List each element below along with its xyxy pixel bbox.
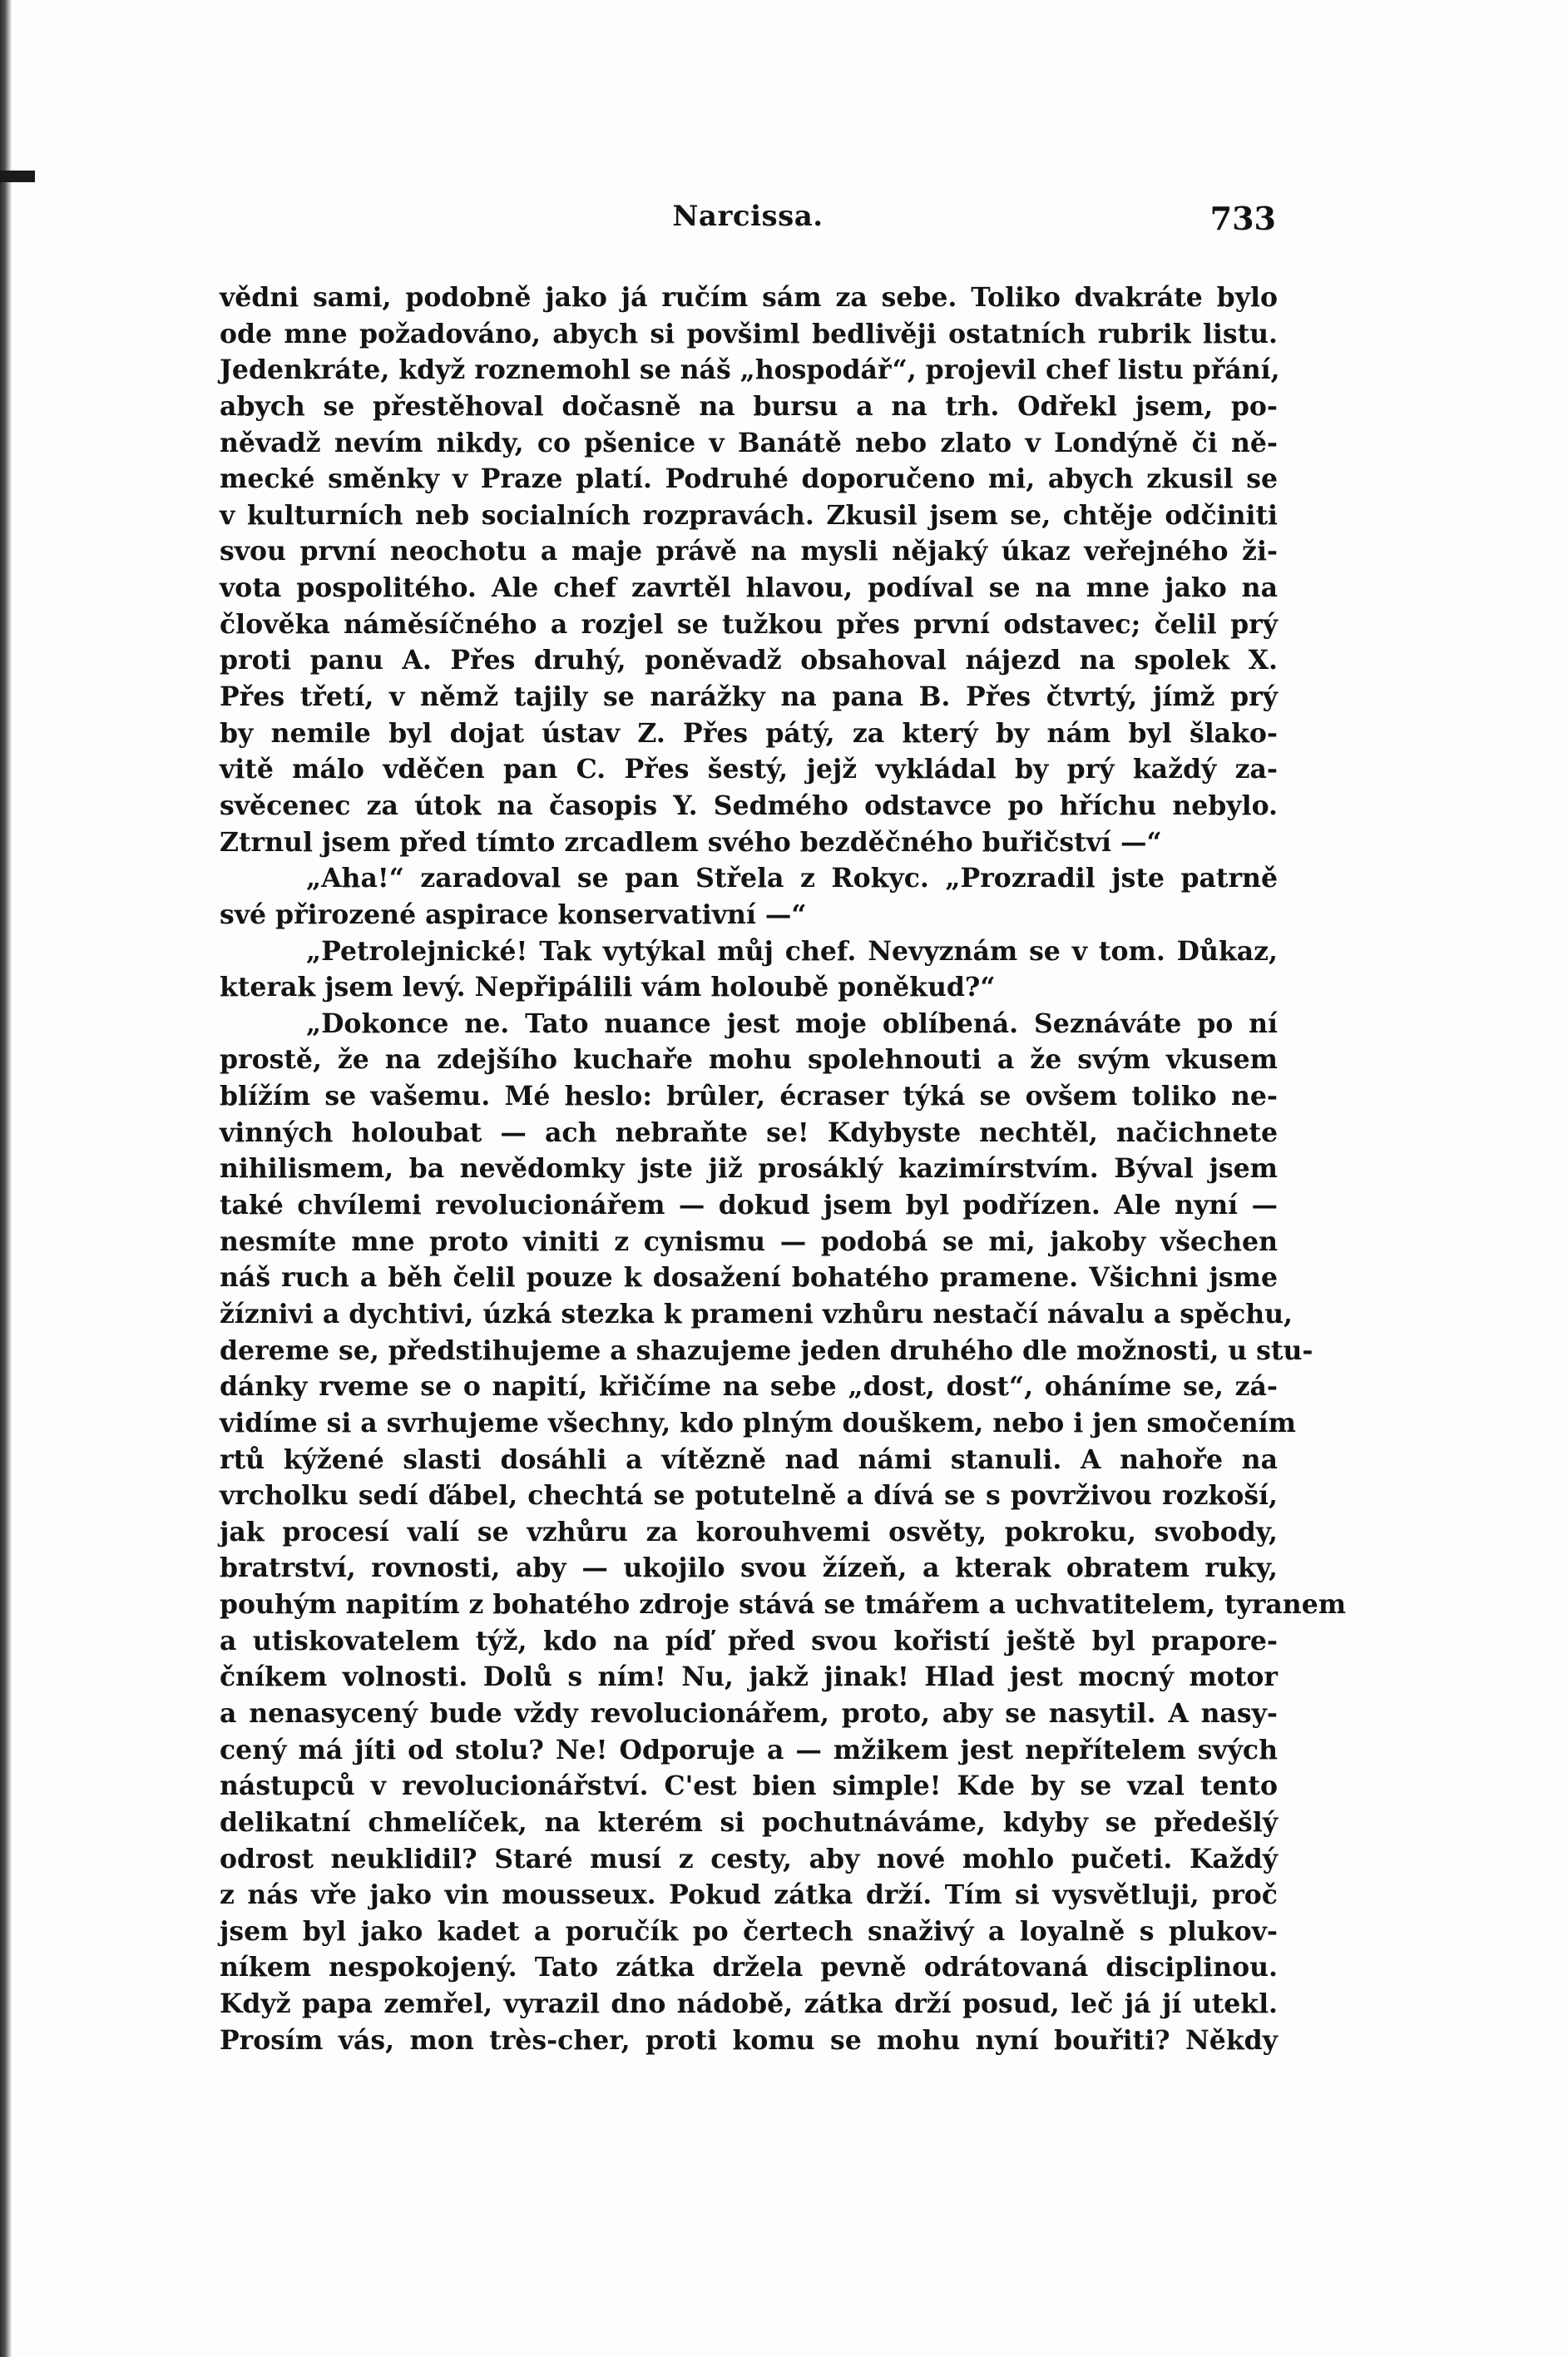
text-line: v kulturních neb socialních rozpravách. Zkusil jsem se, chtěje odčiniti — [220, 499, 1278, 531]
text-line: by nemile byl dojat ústav Z. Přes pátý, za který by nám byl šlako- — [220, 717, 1278, 749]
text-line: nihilismem, ba nevědomky jste již prosáklý kazimírstvím. Býval jsem — [220, 1153, 1278, 1185]
text-line: vidíme si a svrhujeme všechny, kdo plným douškem, nebo i jen smočením — [220, 1407, 1296, 1438]
text-line: čníkem volnosti. Dolů s ním! Nu, jakž jinak! Hlad jest mocný motor — [220, 1661, 1278, 1693]
text-line: kterak jsem levý. Nepřipálili vám holoubě poněkud?“ — [220, 972, 996, 1003]
scan-binding-edge — [0, 0, 12, 2357]
text-line: rtů kýžené slasti dosáhli a vítězně nad námi stanuli. A nahoře na — [220, 1443, 1278, 1475]
text-line: z nás vře jako vin mousseux. Pokud zátka drží. Tím si vysvětluji, proč — [220, 1879, 1278, 1911]
page-number: 733 — [1209, 200, 1276, 237]
text-line: „Aha!“ zaradoval se pan Střela z Rokyc. „Prozradil jste patrně — [306, 863, 1278, 894]
text-line: dánky rveme se o napití, křičíme na sebe „dost, dost“, oháníme se, zá- — [220, 1371, 1278, 1403]
text-line: abych se přestěhoval dočasně na bursu a na trh. Odřekl jsem, po- — [220, 390, 1278, 422]
text-line: člověka náměsíčného a rozjel se tužkou přes první odstavec; čelil prý — [220, 608, 1278, 640]
scan-margin-mark — [0, 171, 35, 182]
text-line: svou první neochotu a maje právě na mysli nějaký úkaz veřejného ži- — [220, 536, 1278, 567]
text-line: cený má jíti od stolu? Ne! Odporuje a — mžikem jest nepřítelem svých — [220, 1734, 1278, 1765]
text-line: vinných holoubat — ach nebraňte se! Kdybyste nechtěl, načichnete — [220, 1117, 1278, 1148]
text-line: pouhým napitím z bohatého zdroje stává se tmářem a uchvatitelem, tyranem — [220, 1589, 1347, 1621]
body-text — [220, 280, 1347, 2058]
text-line: mecké směnky v Praze platí. Podruhé doporučeno mi, abych zkusil se — [220, 463, 1278, 495]
text-line: jak procesí valí se vzhůru za korouhvemi osvěty, pokroku, svobody, — [220, 1516, 1278, 1547]
text-line: Když papa zemřel, vyrazil dno nádobě, zátka drží posud, leč já jí utekl. — [220, 1988, 1278, 2020]
text-line: své přirozené aspirace konservativní —“ — [220, 899, 807, 930]
text-line: Ztrnul jsem před tímto zrcadlem svého bezděčného buřičství —“ — [220, 826, 1162, 858]
text-line: Prosím vás, mon très-cher, proti komu se mohu nyní bouřiti? Někdy — [220, 2024, 1278, 2056]
text-line: blížím se vašemu. Mé heslo: brûler, écraser týká se ovšem toliko ne- — [220, 1081, 1278, 1112]
text-line: proti panu A. Přes druhý, poněvadž obsahoval nájezd na spolek X. — [220, 645, 1278, 676]
text-line: vrcholku sedí ďábel, chechtá se potutelně a dívá se s povrživou rozkoší, — [220, 1480, 1278, 1512]
text-line: žíznivi a dychtivi, úzká stezka k prameni vzhůru nestačí návalu a spěchu, — [220, 1298, 1293, 1330]
text-line: vota pospolitého. Ale chef zavrtěl hlavou, podíval se na mne jako na — [220, 572, 1278, 604]
text-line: dereme se, předstihujeme a shazujeme jeden druhého dle možnosti, u stu- — [220, 1334, 1313, 1366]
text-line: vědni sami, podobně jako já ručím sám za sebe. Toliko dvakráte bylo — [220, 282, 1278, 313]
text-line: něvadž nevím nikdy, co pšenice v Banátě nebo zlato v Londýně či ně- — [220, 427, 1278, 458]
text-line: svěcenec za útok na časopis Y. Sedmého odstavce po hříchu nebylo. — [220, 790, 1278, 821]
text-line: „Petrolejnické! Tak vytýkal můj chef. Nevyznám se v tom. Důkaz, — [306, 935, 1278, 967]
text-line: nástupců v revolucionářství. C'est bien simple! Kde by se vzal tento — [220, 1770, 1278, 1802]
text-line: také chvílemi revolucionářem — dokud jsem byl podřízen. Ale nyní — — [220, 1190, 1278, 1221]
text-line: níkem nespokojený. Tato zátka držela pevně odrátovaná disciplinou. — [220, 1952, 1278, 1983]
text-line: Jedenkráte, když roznemohl se náš „hospodář“, projevil chef listu přání, — [220, 354, 1280, 386]
text-line: ode mne požadováno, abych si povšiml bedlivěji ostatních rubrik listu. — [220, 318, 1278, 349]
text-line: bratrství, rovnosti, aby — ukojilo svou žízeň, a kterak obratem ruky, — [220, 1552, 1278, 1584]
text-line: „Dokonce ne. Tato nuance jest moje oblíbená. Seznáváte po ní — [306, 1008, 1278, 1039]
running-title: Narcissa. — [672, 200, 824, 233]
text-line: Přes třetí, v němž tajily se narážky na pana B. Přes čtvrtý, jímž prý — [220, 681, 1278, 713]
text-line: odrost neuklidil? Staré musí z cesty, aby nové mohlo pučeti. Každý — [220, 1843, 1278, 1874]
text-line: vitě málo vděčen pan C. Přes šestý, jejž vykládal by prý každý za- — [220, 754, 1278, 785]
text-line: a utiskovatelem týž, kdo na píď před svou kořistí ještě byl prapore- — [220, 1625, 1278, 1656]
text-line: prostě, že na zdejšího kuchaře mohu spolehnouti a že svým vkusem — [220, 1044, 1278, 1076]
text-line: a nenasycený bude vždy revolucionářem, proto, aby se nasytil. A nasy- — [220, 1697, 1278, 1729]
text-line: delikatní chmelíček, na kterém si pochutnáváme, kdyby se předešlý — [220, 1806, 1278, 1838]
text-line: náš ruch a běh čelil pouze k dosažení bohatého pramene. Všichni jsme — [220, 1262, 1278, 1294]
text-line: nesmíte mne proto viniti z cynismu — podobá se mi, jakoby všechen — [220, 1226, 1278, 1257]
text-line: jsem byl jako kadet a poručík po čertech snaživý a loyalně s plukov- — [220, 1915, 1278, 1947]
page-header — [220, 200, 1276, 241]
